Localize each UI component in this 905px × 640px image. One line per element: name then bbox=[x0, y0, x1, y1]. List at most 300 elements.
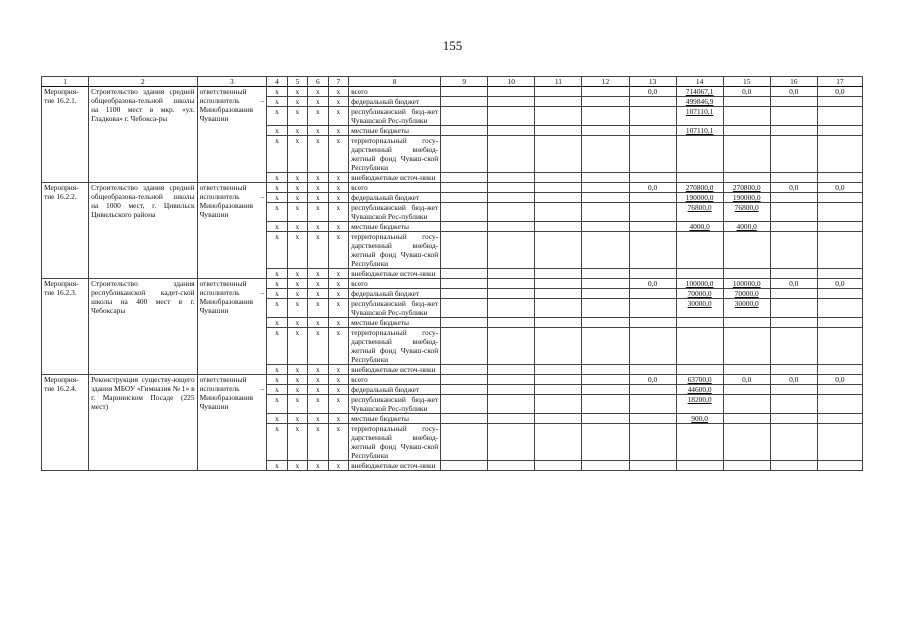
executor-cell: ответственный исполнитель – Минобразования Чувашии bbox=[197, 87, 267, 183]
funding-source-cell: территориальный госу-дарственный внебюд-жетный фонд Чуваш-ской Республики bbox=[349, 328, 441, 365]
amount-cell: 30000,0 bbox=[723, 299, 770, 318]
empty-year-cell bbox=[535, 414, 582, 424]
x-mark-cell: x bbox=[287, 318, 307, 328]
table-row bbox=[42, 87, 863, 97]
empty-year-cell bbox=[582, 269, 629, 279]
amount-cell bbox=[770, 222, 817, 232]
funding-source-cell: всего bbox=[349, 375, 441, 385]
x-mark-cell: x bbox=[267, 232, 287, 269]
amount-cell bbox=[723, 365, 770, 375]
x-mark-cell: x bbox=[267, 414, 287, 424]
empty-year-cell bbox=[441, 136, 488, 173]
amount-cell bbox=[629, 232, 676, 269]
amount-cell bbox=[723, 126, 770, 136]
column-header: 12 bbox=[582, 77, 629, 87]
x-mark-cell: x bbox=[287, 87, 307, 97]
amount-cell: 44600,0 bbox=[676, 385, 723, 395]
x-mark-cell: x bbox=[287, 414, 307, 424]
x-mark-cell: x bbox=[328, 385, 348, 395]
empty-year-cell bbox=[535, 328, 582, 365]
empty-year-cell bbox=[582, 365, 629, 375]
x-mark-cell: x bbox=[328, 136, 348, 173]
empty-year-cell bbox=[441, 107, 488, 126]
x-mark-cell: x bbox=[328, 183, 348, 193]
empty-year-cell bbox=[535, 395, 582, 414]
empty-year-cell bbox=[582, 318, 629, 328]
empty-year-cell bbox=[488, 365, 535, 375]
amount-cell bbox=[770, 395, 817, 414]
amount-cell bbox=[629, 107, 676, 126]
measure-cell: Мероприя-тие 16.2.3. bbox=[42, 279, 89, 375]
empty-year-cell bbox=[535, 107, 582, 126]
amount-cell bbox=[629, 203, 676, 222]
empty-year-cell bbox=[535, 318, 582, 328]
x-mark-cell: x bbox=[328, 203, 348, 222]
amount-cell: 714067,1 bbox=[676, 87, 723, 97]
empty-year-cell bbox=[488, 87, 535, 97]
funding-source-cell: республиканский бюд-жет Чувашской Рес-публики bbox=[349, 107, 441, 126]
empty-year-cell bbox=[535, 126, 582, 136]
amount-cell: 270800,0 bbox=[723, 183, 770, 193]
amount-cell bbox=[629, 414, 676, 424]
amount-cell bbox=[676, 461, 723, 471]
amount-cell bbox=[817, 414, 862, 424]
x-mark-cell: x bbox=[328, 328, 348, 365]
amount-cell bbox=[723, 318, 770, 328]
amount-cell bbox=[770, 299, 817, 318]
amount-cell bbox=[723, 107, 770, 126]
x-mark-cell: x bbox=[267, 279, 287, 289]
amount-cell bbox=[817, 424, 862, 461]
amount-cell: 0,0 bbox=[629, 375, 676, 385]
amount-cell bbox=[770, 414, 817, 424]
amount-cell: 76800,0 bbox=[723, 203, 770, 222]
x-mark-cell: x bbox=[308, 269, 328, 279]
amount-cell bbox=[817, 299, 862, 318]
empty-year-cell bbox=[535, 269, 582, 279]
empty-year-cell bbox=[441, 222, 488, 232]
amount-cell bbox=[629, 424, 676, 461]
column-header: 3 bbox=[197, 77, 267, 87]
x-mark-cell: x bbox=[308, 461, 328, 471]
x-mark-cell: x bbox=[287, 269, 307, 279]
executor-cell: ответственный исполнитель – Минобразования Чувашии bbox=[197, 375, 267, 471]
x-mark-cell: x bbox=[287, 222, 307, 232]
amount-cell bbox=[629, 328, 676, 365]
amount-cell: 0,0 bbox=[723, 87, 770, 97]
amount-cell bbox=[817, 318, 862, 328]
amount-cell bbox=[770, 136, 817, 173]
empty-year-cell bbox=[441, 269, 488, 279]
column-header: 8 bbox=[349, 77, 441, 87]
empty-year-cell bbox=[582, 136, 629, 173]
column-header: 15 bbox=[723, 77, 770, 87]
table-row bbox=[42, 375, 863, 385]
amount-cell: 270800,0 bbox=[676, 183, 723, 193]
amount-cell bbox=[817, 173, 862, 183]
column-header: 6 bbox=[308, 77, 328, 87]
empty-year-cell bbox=[582, 279, 629, 289]
x-mark-cell: x bbox=[328, 414, 348, 424]
column-header: 7 bbox=[328, 77, 348, 87]
amount-cell bbox=[629, 136, 676, 173]
amount-cell bbox=[817, 203, 862, 222]
empty-year-cell bbox=[441, 193, 488, 203]
x-mark-cell: x bbox=[308, 173, 328, 183]
empty-year-cell bbox=[535, 375, 582, 385]
x-mark-cell: x bbox=[308, 279, 328, 289]
x-mark-cell: x bbox=[308, 299, 328, 318]
funding-source-cell: федеральный бюджет bbox=[349, 385, 441, 395]
x-mark-cell: x bbox=[287, 279, 307, 289]
object-cell: Строительство здания республиканской кадет-ской школы на 400 мест в г. Чебоксары bbox=[89, 279, 198, 375]
amount-cell bbox=[817, 269, 862, 279]
empty-year-cell bbox=[535, 461, 582, 471]
x-mark-cell: x bbox=[308, 414, 328, 424]
x-mark-cell: x bbox=[308, 97, 328, 107]
empty-year-cell bbox=[488, 424, 535, 461]
empty-year-cell bbox=[535, 222, 582, 232]
amount-cell: 0,0 bbox=[770, 87, 817, 97]
x-mark-cell: x bbox=[267, 97, 287, 107]
empty-year-cell bbox=[441, 232, 488, 269]
amount-cell: 4000,0 bbox=[723, 222, 770, 232]
executor-cell: ответственный исполнитель – Минобразования Чувашии bbox=[197, 279, 267, 375]
amount-cell bbox=[817, 193, 862, 203]
amount-cell bbox=[629, 173, 676, 183]
x-mark-cell: x bbox=[267, 222, 287, 232]
empty-year-cell bbox=[441, 87, 488, 97]
empty-year-cell bbox=[582, 203, 629, 222]
amount-cell bbox=[770, 126, 817, 136]
x-mark-cell: x bbox=[328, 269, 348, 279]
empty-year-cell bbox=[582, 299, 629, 318]
empty-year-cell bbox=[582, 424, 629, 461]
x-mark-cell: x bbox=[267, 461, 287, 471]
x-mark-cell: x bbox=[267, 395, 287, 414]
amount-cell bbox=[723, 136, 770, 173]
amount-cell bbox=[770, 193, 817, 203]
empty-year-cell bbox=[441, 461, 488, 471]
amount-cell: 499846,9 bbox=[676, 97, 723, 107]
measure-cell: Мероприя-тие 16.2.2. bbox=[42, 183, 89, 279]
amount-cell bbox=[770, 232, 817, 269]
amount-cell: 0,0 bbox=[629, 87, 676, 97]
x-mark-cell: x bbox=[267, 365, 287, 375]
x-mark-cell: x bbox=[308, 183, 328, 193]
x-mark-cell: x bbox=[267, 87, 287, 97]
amount-cell: 0,0 bbox=[817, 87, 862, 97]
funding-source-cell: всего bbox=[349, 279, 441, 289]
empty-year-cell bbox=[488, 97, 535, 107]
column-header: 10 bbox=[488, 77, 535, 87]
amount-cell: 0,0 bbox=[629, 183, 676, 193]
amount-cell bbox=[629, 299, 676, 318]
empty-year-cell bbox=[582, 126, 629, 136]
amount-cell bbox=[723, 424, 770, 461]
amount-cell bbox=[676, 328, 723, 365]
empty-year-cell bbox=[535, 193, 582, 203]
amount-cell: 4000,0 bbox=[676, 222, 723, 232]
x-mark-cell: x bbox=[267, 136, 287, 173]
x-mark-cell: x bbox=[267, 299, 287, 318]
amount-cell bbox=[817, 97, 862, 107]
empty-year-cell bbox=[535, 173, 582, 183]
empty-year-cell bbox=[535, 183, 582, 193]
empty-year-cell bbox=[441, 375, 488, 385]
x-mark-cell: x bbox=[287, 461, 307, 471]
amount-cell bbox=[676, 269, 723, 279]
amount-cell: 70000,0 bbox=[676, 289, 723, 299]
amount-cell bbox=[676, 232, 723, 269]
table-row bbox=[42, 183, 863, 193]
x-mark-cell: x bbox=[287, 173, 307, 183]
object-cell: Реконструкция существу-ющего здания МБОУ «Гимназия № 1» в г. Мариинском Посаде (225 мест) bbox=[89, 375, 198, 471]
funding-source-cell: федеральный бюджет bbox=[349, 193, 441, 203]
amount-cell bbox=[676, 365, 723, 375]
column-header: 1 bbox=[42, 77, 89, 87]
amount-cell bbox=[723, 173, 770, 183]
empty-year-cell bbox=[582, 87, 629, 97]
funding-source-cell: местные бюджеты bbox=[349, 126, 441, 136]
amount-cell: 18200,0 bbox=[676, 395, 723, 414]
x-mark-cell: x bbox=[328, 365, 348, 375]
x-mark-cell: x bbox=[308, 289, 328, 299]
x-mark-cell: x bbox=[328, 289, 348, 299]
funding-source-cell: внебюджетные источ-ники bbox=[349, 461, 441, 471]
amount-cell bbox=[629, 318, 676, 328]
column-header: 9 bbox=[441, 77, 488, 87]
x-mark-cell: x bbox=[267, 203, 287, 222]
amount-cell: 0,0 bbox=[770, 375, 817, 385]
amount-cell bbox=[770, 107, 817, 126]
empty-year-cell bbox=[488, 232, 535, 269]
empty-year-cell bbox=[441, 279, 488, 289]
x-mark-cell: x bbox=[308, 87, 328, 97]
empty-year-cell bbox=[488, 193, 535, 203]
x-mark-cell: x bbox=[328, 279, 348, 289]
funding-source-cell: внебюджетные источ-ники bbox=[349, 173, 441, 183]
amount-cell: 0,0 bbox=[770, 183, 817, 193]
amount-cell bbox=[817, 395, 862, 414]
amount-cell: 0,0 bbox=[629, 279, 676, 289]
x-mark-cell: x bbox=[308, 203, 328, 222]
table-header-row bbox=[42, 77, 863, 87]
funding-source-cell: внебюджетные источ-ники bbox=[349, 269, 441, 279]
amount-cell bbox=[770, 289, 817, 299]
x-mark-cell: x bbox=[287, 136, 307, 173]
amount-cell bbox=[770, 318, 817, 328]
x-mark-cell: x bbox=[308, 126, 328, 136]
amount-cell bbox=[817, 126, 862, 136]
x-mark-cell: x bbox=[287, 126, 307, 136]
empty-year-cell bbox=[535, 232, 582, 269]
object-cell: Строительство здания средней общеобразова-тельной школы на 1100 мест в мкр. «ул. Гладкова» г. Чебокса-ры bbox=[89, 87, 198, 183]
empty-year-cell bbox=[488, 375, 535, 385]
table-row bbox=[42, 279, 863, 289]
funding-source-cell: республиканский бюд-жет Чувашской Рес-публики bbox=[349, 203, 441, 222]
x-mark-cell: x bbox=[328, 87, 348, 97]
amount-cell bbox=[629, 365, 676, 375]
column-header: 5 bbox=[287, 77, 307, 87]
amount-cell bbox=[629, 269, 676, 279]
funding-source-cell: местные бюджеты bbox=[349, 414, 441, 424]
amount-cell bbox=[770, 461, 817, 471]
amount-cell: 30000,0 bbox=[676, 299, 723, 318]
empty-year-cell bbox=[488, 126, 535, 136]
amount-cell bbox=[817, 365, 862, 375]
x-mark-cell: x bbox=[308, 424, 328, 461]
amount-cell bbox=[676, 424, 723, 461]
amount-cell bbox=[770, 173, 817, 183]
x-mark-cell: x bbox=[308, 222, 328, 232]
x-mark-cell: x bbox=[328, 222, 348, 232]
amount-cell bbox=[629, 126, 676, 136]
x-mark-cell: x bbox=[328, 232, 348, 269]
x-mark-cell: x bbox=[308, 365, 328, 375]
x-mark-cell: x bbox=[328, 126, 348, 136]
x-mark-cell: x bbox=[328, 318, 348, 328]
empty-year-cell bbox=[535, 289, 582, 299]
amount-cell bbox=[629, 461, 676, 471]
column-header: 2 bbox=[89, 77, 198, 87]
x-mark-cell: x bbox=[328, 107, 348, 126]
x-mark-cell: x bbox=[308, 395, 328, 414]
amount-cell bbox=[770, 203, 817, 222]
amount-cell bbox=[629, 97, 676, 107]
empty-year-cell bbox=[535, 385, 582, 395]
empty-year-cell bbox=[582, 222, 629, 232]
empty-year-cell bbox=[582, 232, 629, 269]
x-mark-cell: x bbox=[308, 318, 328, 328]
amount-cell bbox=[817, 232, 862, 269]
x-mark-cell: x bbox=[267, 328, 287, 365]
column-header: 13 bbox=[629, 77, 676, 87]
empty-year-cell bbox=[441, 97, 488, 107]
column-header: 17 bbox=[817, 77, 862, 87]
empty-year-cell bbox=[582, 97, 629, 107]
x-mark-cell: x bbox=[267, 375, 287, 385]
amount-cell bbox=[676, 318, 723, 328]
x-mark-cell: x bbox=[267, 424, 287, 461]
empty-year-cell bbox=[535, 97, 582, 107]
x-mark-cell: x bbox=[328, 424, 348, 461]
empty-year-cell bbox=[582, 173, 629, 183]
empty-year-cell bbox=[488, 385, 535, 395]
x-mark-cell: x bbox=[267, 385, 287, 395]
funding-source-cell: республиканский бюд-жет Чувашской Рес-публики bbox=[349, 299, 441, 318]
funding-source-cell: местные бюджеты bbox=[349, 318, 441, 328]
amount-cell bbox=[817, 136, 862, 173]
funding-source-cell: территориальный госу-дарственный внебюд-жетный фонд Чуваш-ской Республики bbox=[349, 232, 441, 269]
amount-cell bbox=[723, 395, 770, 414]
empty-year-cell bbox=[535, 136, 582, 173]
amount-cell bbox=[723, 328, 770, 365]
x-mark-cell: x bbox=[287, 395, 307, 414]
empty-year-cell bbox=[488, 136, 535, 173]
column-header: 4 bbox=[267, 77, 287, 87]
funding-source-cell: всего bbox=[349, 87, 441, 97]
amount-cell: 100000,0 bbox=[676, 279, 723, 289]
empty-year-cell bbox=[488, 107, 535, 126]
amount-cell bbox=[629, 395, 676, 414]
empty-year-cell bbox=[488, 289, 535, 299]
object-cell: Строительство здания средней общеобразова-тельной школы на 1000 мест, г. Цивильск Цивильского района bbox=[89, 183, 198, 279]
empty-year-cell bbox=[582, 183, 629, 193]
empty-year-cell bbox=[488, 183, 535, 193]
amount-cell: 100000,0 bbox=[723, 279, 770, 289]
amount-cell: 190000,0 bbox=[676, 193, 723, 203]
funding-source-cell: местные бюджеты bbox=[349, 222, 441, 232]
empty-year-cell bbox=[582, 375, 629, 385]
x-mark-cell: x bbox=[308, 232, 328, 269]
x-mark-cell: x bbox=[308, 328, 328, 365]
empty-year-cell bbox=[582, 107, 629, 126]
funding-source-cell: территориальный госу-дарственный внебюд-жетный фонд Чуваш-ской Республики bbox=[349, 136, 441, 173]
x-mark-cell: x bbox=[267, 126, 287, 136]
x-mark-cell: x bbox=[287, 365, 307, 375]
x-mark-cell: x bbox=[328, 461, 348, 471]
amount-cell bbox=[676, 136, 723, 173]
amount-cell bbox=[817, 328, 862, 365]
amount-cell bbox=[770, 269, 817, 279]
x-mark-cell: x bbox=[287, 375, 307, 385]
amount-cell: 63700,0 bbox=[676, 375, 723, 385]
funding-source-cell: федеральный бюджет bbox=[349, 97, 441, 107]
amount-cell: 76800,0 bbox=[676, 203, 723, 222]
x-mark-cell: x bbox=[267, 173, 287, 183]
empty-year-cell bbox=[488, 461, 535, 471]
empty-year-cell bbox=[441, 395, 488, 414]
x-mark-cell: x bbox=[287, 97, 307, 107]
empty-year-cell bbox=[535, 299, 582, 318]
empty-year-cell bbox=[441, 173, 488, 183]
amount-cell: 107110,1 bbox=[676, 107, 723, 126]
x-mark-cell: x bbox=[328, 375, 348, 385]
x-mark-cell: x bbox=[287, 232, 307, 269]
empty-year-cell bbox=[488, 173, 535, 183]
amount-cell bbox=[629, 385, 676, 395]
x-mark-cell: x bbox=[267, 107, 287, 126]
empty-year-cell bbox=[441, 328, 488, 365]
empty-year-cell bbox=[582, 328, 629, 365]
empty-year-cell bbox=[582, 289, 629, 299]
x-mark-cell: x bbox=[287, 328, 307, 365]
x-mark-cell: x bbox=[287, 193, 307, 203]
empty-year-cell bbox=[535, 424, 582, 461]
x-mark-cell: x bbox=[287, 203, 307, 222]
amount-cell bbox=[723, 269, 770, 279]
empty-year-cell bbox=[488, 299, 535, 318]
empty-year-cell bbox=[488, 318, 535, 328]
empty-year-cell bbox=[441, 424, 488, 461]
empty-year-cell bbox=[488, 395, 535, 414]
funding-source-cell: всего bbox=[349, 183, 441, 193]
amount-cell bbox=[629, 222, 676, 232]
amount-cell bbox=[676, 173, 723, 183]
amount-cell bbox=[629, 289, 676, 299]
x-mark-cell: x bbox=[267, 183, 287, 193]
x-mark-cell: x bbox=[287, 289, 307, 299]
amount-cell bbox=[817, 107, 862, 126]
x-mark-cell: x bbox=[287, 107, 307, 126]
amount-cell: 190000,0 bbox=[723, 193, 770, 203]
x-mark-cell: x bbox=[328, 173, 348, 183]
amount-cell bbox=[817, 385, 862, 395]
empty-year-cell bbox=[488, 279, 535, 289]
amount-cell bbox=[770, 365, 817, 375]
empty-year-cell bbox=[582, 395, 629, 414]
